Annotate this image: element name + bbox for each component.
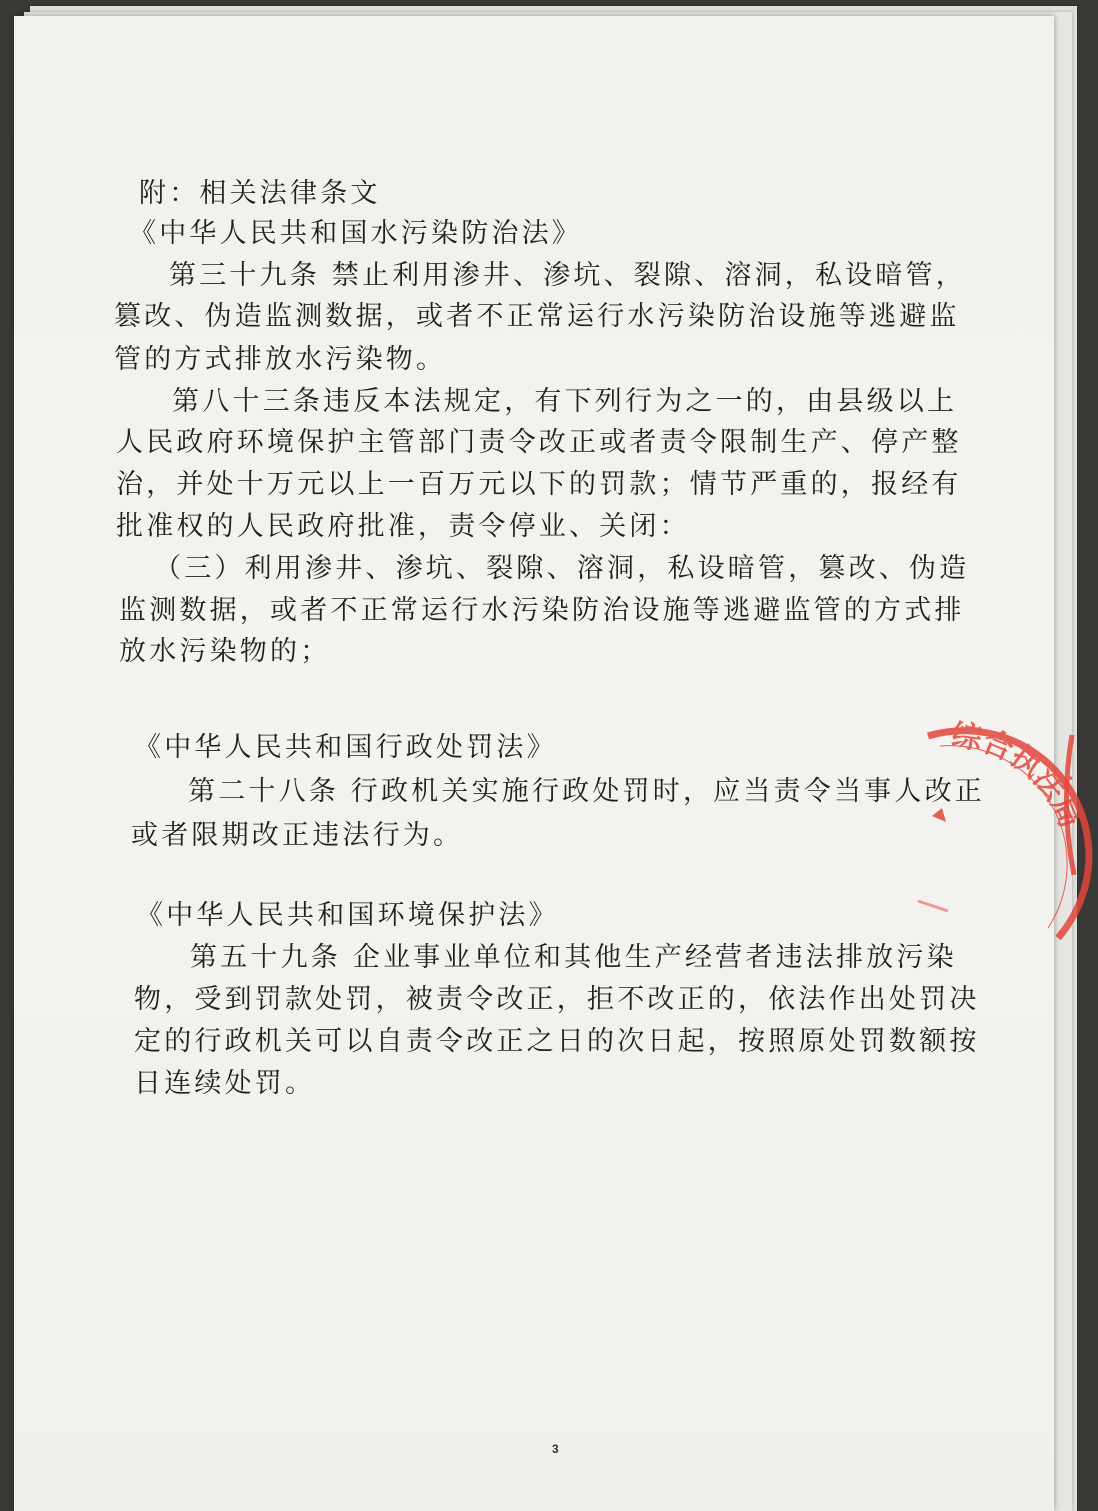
appendix-heading: 附：相关法律条文 [139, 178, 381, 209]
article-39-line-2: 篡改、伪造监测数据，或者不正常运行水污染防治设施等逃避监 [114, 301, 960, 332]
article-28-line-2: 或者限期改正违法行为。 [131, 820, 464, 851]
article-39-line-3: 管的方式排放水污染物。 [114, 344, 447, 375]
article-28-line-1: 第二十八条 行政机关实施行政处罚时，应当责令当事人改正 [188, 776, 985, 807]
article-59-line-2: 物，受到罚款处罚，被责令改正，拒不改正的，依法作出处罚决 [134, 984, 980, 1015]
seal-smudge [918, 901, 948, 911]
article-59-line-3: 定的行政机关可以自责令改正之日的次日起，按照原处罚数额按 [134, 1026, 980, 1057]
article-83-line-3: 治，并处十万元以上一百万元以下的罚款；情节严重的，报经有 [116, 469, 962, 500]
overlapping-seal-edge [1052, 735, 1077, 875]
seal-star-fragment [932, 808, 946, 822]
article-83-item-3-line-3: 放水污染物的； [119, 636, 331, 667]
article-83-item-3-line-1: （三）利用渗井、渗坑、裂隙、溶洞，私设暗管，篡改、伪造 [154, 553, 970, 584]
article-59-line-4: 日连续处罚。 [134, 1068, 316, 1099]
page-number: 3 [552, 1442, 559, 1456]
seal-text: 综合执法局 [949, 717, 1088, 834]
article-39-line-1: 第三十九条 禁止利用渗井、渗坑、裂隙、溶洞，私设暗管， [169, 260, 966, 291]
law-title-administrative-penalty: 《中华人民共和国行政处罚法》 [134, 732, 557, 763]
article-83-line-4: 批准权的人民政府批准，责令停业、关闭： [116, 511, 690, 542]
article-83-line-2: 人民政府环境保护主管部门责令改正或者责令限制生产、停产整 [116, 427, 962, 458]
article-83-item-3-line-2: 监测数据，或者不正常运行水污染防治设施等逃避监管的方式排 [119, 595, 965, 626]
article-59-line-1: 第五十九条 企业事业单位和其他生产经营者违法排放污染 [190, 942, 957, 973]
article-83-line-1: 第八十三条违反本法规定，有下列行为之一的，由县级以上 [172, 386, 958, 417]
law-title-water-pollution: 《中华人民共和国水污染防治法》 [129, 218, 582, 249]
law-title-environmental-protection: 《中华人民共和国环境保护法》 [136, 900, 559, 931]
